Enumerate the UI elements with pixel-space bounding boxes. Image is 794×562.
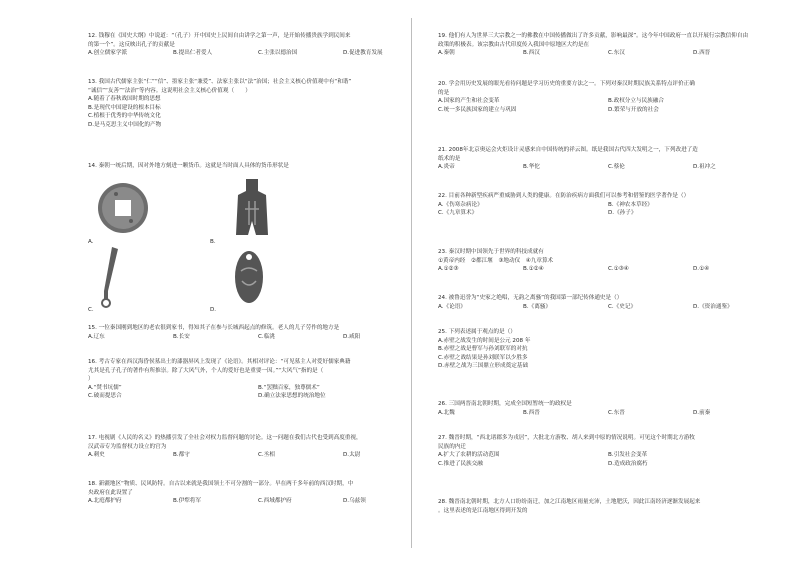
knife-coin-icon <box>94 245 124 309</box>
round-coin-icon <box>96 181 150 235</box>
question-text: 20. 学会用历史发展的眼光看待问题是学习历史的重要方法之一。下列对秦汉时期民族关系特点评价正确 <box>438 81 695 87</box>
option-d[interactable]: D.赤壁之战为三国鼎立形成奠定基础 <box>438 363 528 370</box>
question-13 <box>88 78 428 130</box>
question-25 <box>438 328 778 371</box>
question-text: 13. 我国古代儒家主张“仁”“信”、墨家主张“兼爱”、法家主张以“法”治国；社会主义核心价值观中有“和谐” <box>88 79 352 85</box>
question-text: ①黄帝内经 ②都江堰 ③地动仪 ④九章算术 <box>438 257 554 264</box>
option-a[interactable]: A.随着了春秋战国时期的思想 <box>88 96 161 103</box>
ant-nose-coin-icon <box>232 245 266 307</box>
option-b[interactable]: B.赤壁之战是曹军与孙刘联军的对抗 <box>438 346 528 353</box>
question-19 <box>438 32 778 58</box>
option-a[interactable]: A.《论语》 <box>438 303 466 310</box>
option-d[interactable]: D. <box>210 245 330 315</box>
option-b[interactable]: B.是现代中国建设的根本目标 <box>88 104 161 111</box>
option-a[interactable]: A.①②③ <box>438 266 459 273</box>
question-text: 19. 他们有人为世界三大宗教之一的佛教在中国传播做出了许多贡献，影响最深”。这今年中国政府一直以开展行宗教信仰自由 <box>438 33 749 39</box>
question-21 <box>438 146 778 172</box>
option-c[interactable]: C.主张以德治国 <box>258 50 298 57</box>
option-b[interactable]: B.《离骚》 <box>523 303 551 310</box>
option-c[interactable]: C.推进了民族交融 <box>438 460 483 467</box>
question-28 <box>438 498 778 515</box>
options <box>438 460 778 469</box>
question-text: 18. 新疆地区“物质、民风防特。自古以来就是我国领土不可分割的一部分。早在两千多年前的西汉时期，中 <box>88 481 354 487</box>
option-a[interactable]: A.赤壁之战发生的时间是公元 208 年 <box>438 337 531 344</box>
option-a[interactable]: A.扩大了农耕的活动范围 <box>438 452 500 459</box>
option-a[interactable]: A.《伤寒杂病论》 <box>438 201 483 208</box>
question-text: 12. 钱穆在《国史大纲》中说道：“（孔子）开中国史上民间自由讲学之第一声，是开始传播贵族学到民间来 <box>88 33 351 39</box>
options <box>88 392 428 401</box>
option-a[interactable]: A. <box>88 177 208 247</box>
option-d[interactable]: D.咸阳 <box>343 333 361 340</box>
question-20 <box>438 80 778 114</box>
options <box>438 409 778 418</box>
option-b[interactable]: B.①②④ <box>523 266 544 273</box>
question-text: 23. 秦汉时期中国领先于世界的科技成就有 <box>438 249 544 255</box>
option-b[interactable]: B.伊犁将军 <box>173 498 201 505</box>
question-text: 22. 目前各种新型疾病严重威胁到人类的健康。在防治疾病方面我们可以参考和借鉴的医学著作是（） <box>438 193 690 199</box>
question-text: 纸术的是 <box>438 155 461 162</box>
option-c[interactable]: C.东汉 <box>608 50 625 57</box>
question-24 <box>438 294 778 311</box>
option-d[interactable]: D.太尉 <box>343 452 361 459</box>
question-27 <box>438 434 778 468</box>
option-a[interactable]: A.创立儒家学派 <box>88 50 128 57</box>
question-text: “诚信”“友善”“法治”等内容。这说明社会主义核心价值观（ ） <box>88 87 251 94</box>
option-d[interactable]: D.确立法家思想的统治地位 <box>258 393 326 400</box>
question-text: 17. 电视剧《人民的名义》的热播引发了全社会对权力监督问题的讨论。这一问题在我们古代也受到高度重视， <box>88 435 362 441</box>
option-d[interactable]: D.乌兹领 <box>343 498 366 505</box>
options <box>88 451 428 460</box>
question-text: 14. 秦朝一统后期，因对外地方刻进一颗货币。这就是当时面人具体的货币形状是 <box>88 163 289 169</box>
option-d[interactable]: D.是马克思主义中国化的产物 <box>88 121 162 128</box>
option-b[interactable]: B.华佗 <box>523 164 540 171</box>
option-b[interactable]: B.西汉 <box>523 50 540 57</box>
option-a[interactable]: A.“焚书坑儒” <box>88 384 122 391</box>
option-c[interactable]: C.破而提思合 <box>88 393 122 400</box>
options <box>88 497 428 506</box>
option-c[interactable]: C.统一多民族国家的建立与巩固 <box>438 106 517 113</box>
options <box>438 49 778 58</box>
question-text: 央政府在此设置了 <box>88 489 133 496</box>
option-d[interactable]: D.造成政治腐朽 <box>608 460 648 467</box>
option-b[interactable]: B.《神农本草经》 <box>608 201 653 208</box>
option-a[interactable]: A.炎帝 <box>438 164 455 171</box>
question-15 <box>88 324 428 341</box>
question-text: 的是 <box>438 89 450 96</box>
option-b[interactable]: B.引发社会变革 <box>608 452 648 459</box>
question-text: 21. 2008年北京奥运会火炬设计灵感来自中国传统的祥云图。纸是我国古代四大发明之一，下列改进了造 <box>438 147 698 153</box>
option-d[interactable]: D.《资治通鉴》 <box>693 303 733 310</box>
option-a[interactable]: A.北庭都护府 <box>88 498 122 505</box>
option-b[interactable]: B.长安 <box>173 333 190 340</box>
options <box>438 163 778 172</box>
question-text: 15. 一位秦国刚到地区的老农很到家书，得知其子在参与长城西起点的修筑。老人的儿子劳作的地方是 <box>88 325 340 331</box>
option-c[interactable]: C.《九章算术》 <box>438 210 478 217</box>
question-text: 民族的内迁 <box>438 443 466 450</box>
option-d[interactable]: D.《孙子》 <box>608 210 637 217</box>
option-a[interactable]: A.辽东 <box>88 333 105 340</box>
option-d[interactable]: D.前秦 <box>693 409 711 416</box>
options <box>438 265 778 274</box>
option-c[interactable]: C.西域都护府 <box>258 498 292 505</box>
question-text: 汉武帝专为监督权力设立的官为 <box>88 443 167 450</box>
option-c[interactable]: C.赤壁之战结果是孙刘联军以少胜多 <box>438 354 528 361</box>
options <box>88 384 428 393</box>
question-text: ） <box>88 376 94 383</box>
spade-coin-icon <box>232 177 272 239</box>
option-d[interactable]: D.促进教育发展 <box>343 50 383 57</box>
options <box>438 201 778 210</box>
question-text: 24. 被鲁迅誉为“史家之绝唱，无韵之离骚”的我国第一部纪传体通史是（） <box>438 295 623 301</box>
question-22 <box>438 192 778 218</box>
options <box>438 209 778 218</box>
question-14 <box>88 162 428 311</box>
question-text: 16. 考古专家在西汉海昏侯墓出土的漆器屏风上发现了《论语》。其相对评论：“可见墓主人对爱好儒家典籍 <box>88 359 351 365</box>
option-b[interactable]: B.“罢黜百家，独尊儒术” <box>258 384 320 391</box>
option-c[interactable]: C.蔡伦 <box>608 164 625 171</box>
options <box>438 97 778 106</box>
coin-images <box>88 171 428 311</box>
option-c[interactable]: C.东晋 <box>608 409 625 416</box>
options <box>438 451 778 460</box>
option-b[interactable]: B.政权分立与民族融合 <box>608 98 664 105</box>
option-a[interactable]: A.秦朝 <box>438 50 455 57</box>
option-a[interactable]: A.北魏 <box>438 409 455 416</box>
question-text: 28. 魏晋南北朝时期，北方人口纷纷南迁，加之江南地区雨量充沛，土地肥沃，因此江南经济逐渐发展起来 <box>438 499 701 505</box>
option-d[interactable]: D.繁荣与开放的社会 <box>608 106 659 113</box>
options <box>438 303 778 312</box>
option-c[interactable]: C.临洮 <box>258 333 275 340</box>
question-text: 尤其是孔子孔子的著作有所推崇。除了大风气外，个人的爱好也是重要一因。”“大风气”指的是（ <box>88 367 324 374</box>
question-23 <box>438 248 778 274</box>
option-a[interactable]: A.国家的产生和社会变革 <box>438 98 500 105</box>
question-text: 25. 下列表述属于观点的是（） <box>438 329 516 335</box>
option-b[interactable]: B.提出仁者爱人 <box>173 50 213 57</box>
question-text: 的第一个”。这反映出孔子的贡献是 <box>88 41 175 48</box>
option-b[interactable]: B.都守 <box>173 452 190 459</box>
question-16 <box>88 358 428 401</box>
options <box>88 333 428 342</box>
option-c[interactable]: C.①③④ <box>608 266 629 273</box>
option-a[interactable]: A.刺史 <box>88 452 105 459</box>
option-d[interactable]: D.祖冲之 <box>693 164 716 171</box>
option-d[interactable]: D.①④ <box>693 266 710 273</box>
option-b[interactable]: B.西晋 <box>523 409 540 416</box>
option-c[interactable]: C.丞相 <box>258 452 275 459</box>
option-c[interactable]: C.植根于优秀的中华传统文化 <box>88 113 161 120</box>
question-26 <box>438 400 778 417</box>
options <box>438 106 778 115</box>
options <box>88 49 428 58</box>
question-17 <box>88 434 428 460</box>
option-b[interactable]: B. <box>210 177 330 247</box>
question-text: 27. 魏晋时期，“西北诸郡多为戎居”，大批北方游牧、胡人来到中原的情况说明。可见这个时期北方游牧 <box>438 435 696 441</box>
question-text: 政策的积极表。该宗教由古代印度传入我国中原地区大约是在 <box>438 41 590 48</box>
option-c[interactable]: C. <box>88 245 208 315</box>
question-12 <box>88 32 428 58</box>
question-text: 。这里表述的是江南地区得到开发的 <box>438 507 528 514</box>
question-text: 26. 三国两晋南北朝时期，完成全国短暂统一的政权是 <box>438 401 572 407</box>
option-c[interactable]: C.《史记》 <box>608 303 637 310</box>
option-d[interactable]: D.西晋 <box>693 50 711 57</box>
question-18 <box>88 480 428 506</box>
